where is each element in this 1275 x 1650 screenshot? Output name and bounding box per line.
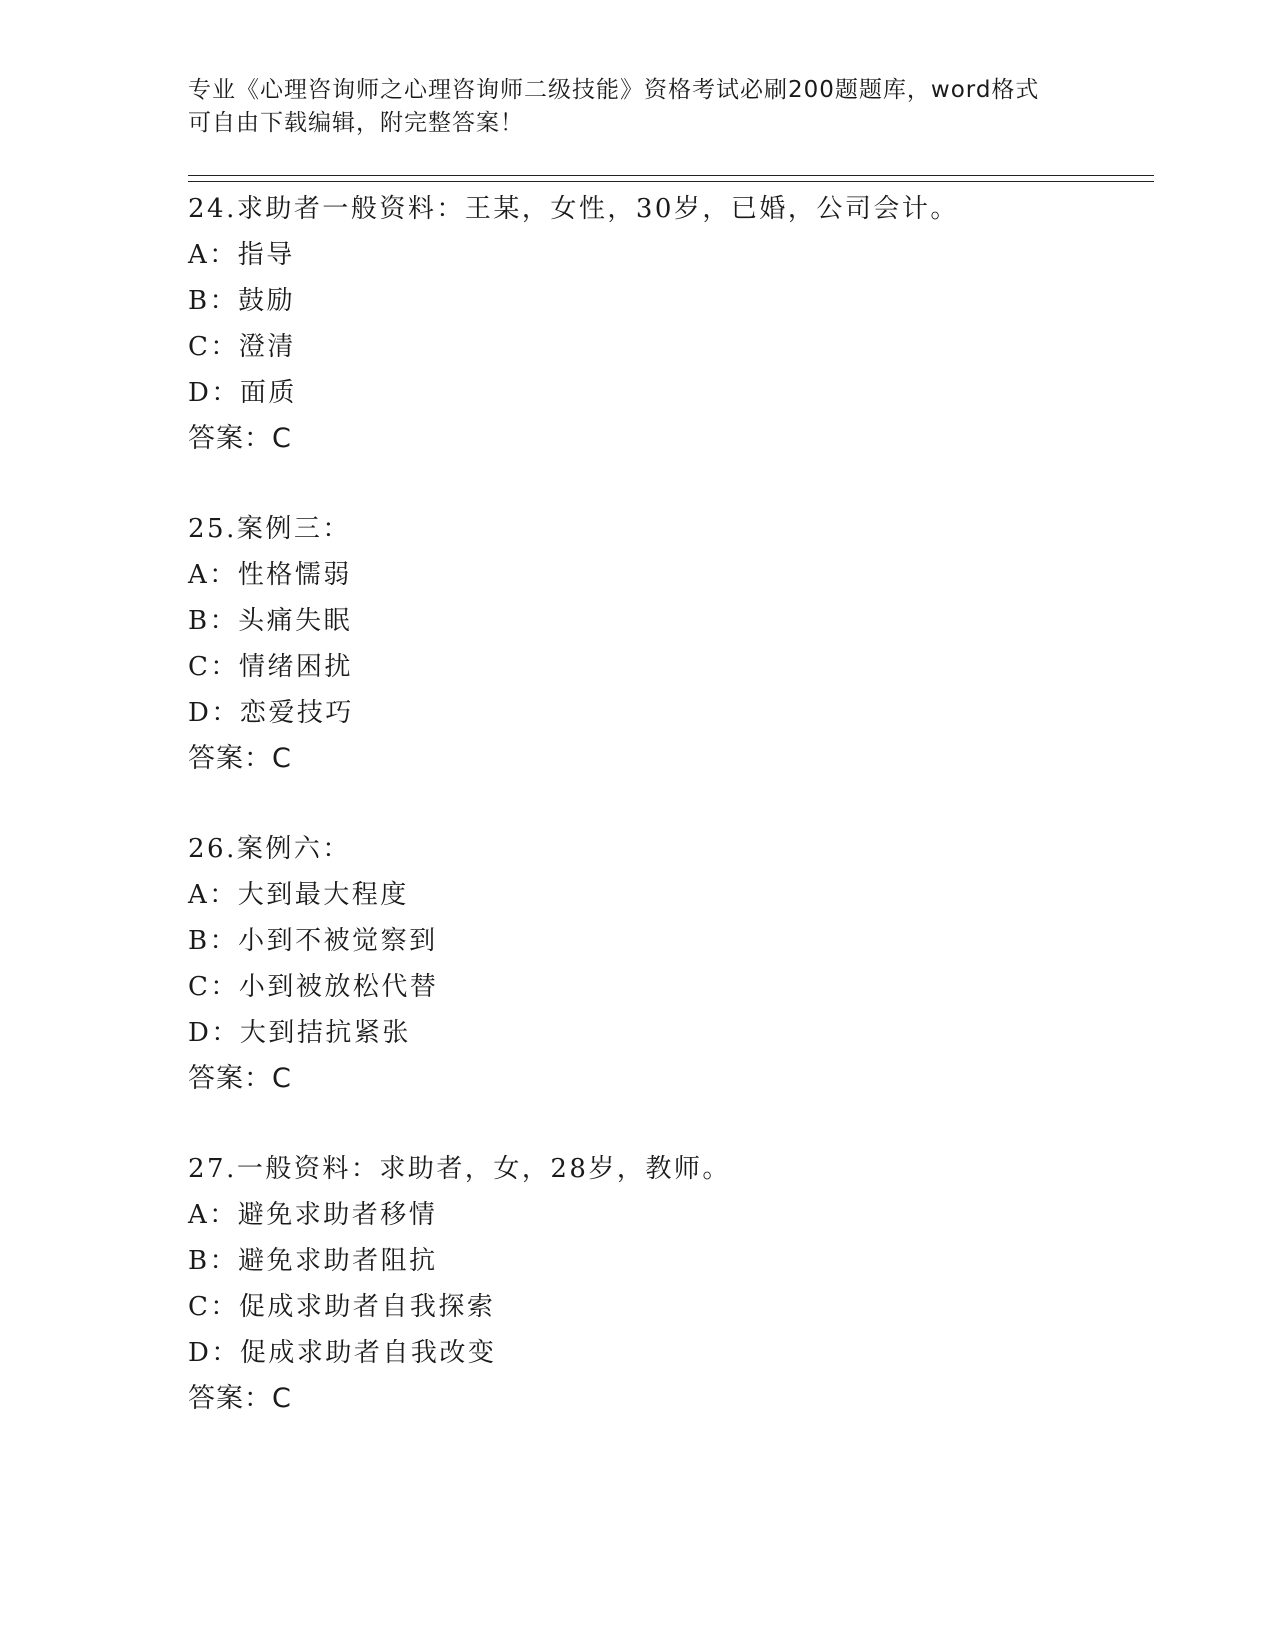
option-d	[188, 690, 1148, 736]
header-line-1: 专业《心理咨询师之心理咨询师二级技能》资格考试必刷200题题库，word格式	[188, 77, 1040, 103]
option-letter: C：	[188, 1292, 239, 1322]
option-d	[188, 1330, 1148, 1376]
option-text: 促成求助者自我改变	[239, 1338, 497, 1368]
answer-line: 答案：C	[188, 1063, 292, 1094]
option-letter: B：	[188, 926, 239, 956]
option-d	[188, 1010, 1148, 1056]
header-divider-top	[188, 175, 1154, 176]
option-text: 面质	[239, 378, 297, 408]
option-text: 鼓励	[238, 286, 296, 316]
option-text: 大到最大程度	[237, 880, 409, 910]
question-stem: 25.案例三：	[188, 514, 351, 544]
option-letter: B：	[188, 286, 239, 316]
answer-line: 答案：C	[188, 423, 292, 454]
option-b	[188, 1238, 1148, 1284]
option-text: 促成求助者自我探索	[238, 1292, 496, 1322]
option-text: 恋爱技巧	[239, 698, 354, 728]
option-letter: D：	[188, 698, 240, 728]
question-25	[188, 506, 1148, 782]
question-27	[188, 1146, 1148, 1422]
option-letter: A：	[188, 1200, 238, 1230]
option-text: 大到拮抗紧张	[239, 1018, 411, 1048]
option-c	[188, 324, 1148, 370]
question-26	[188, 826, 1148, 1102]
option-letter: D：	[188, 378, 240, 408]
option-letter: C：	[188, 972, 239, 1002]
option-letter: A：	[188, 560, 238, 590]
option-b	[188, 918, 1148, 964]
option-text: 性格懦弱	[237, 560, 352, 590]
option-c	[188, 644, 1148, 690]
question-stem: 24.求助者一般资料：王某，女性，30岁，已婚，公司会计。	[188, 194, 959, 224]
option-a	[188, 552, 1148, 598]
option-letter: C：	[188, 332, 239, 362]
option-text: 避免求助者移情	[237, 1200, 438, 1230]
option-b	[188, 278, 1148, 324]
option-text: 澄清	[238, 332, 296, 362]
document-header	[188, 74, 1088, 140]
question-stem: 27.一般资料：求助者，女，28岁，教师。	[188, 1154, 731, 1184]
option-letter: C：	[188, 652, 239, 682]
option-text: 小到被放松代替	[238, 972, 439, 1002]
option-a	[188, 232, 1148, 278]
option-letter: D：	[188, 1018, 240, 1048]
option-text: 头痛失眠	[238, 606, 353, 636]
header-line-2: 可自由下载编辑，附完整答案！	[188, 110, 524, 136]
option-c	[188, 964, 1148, 1010]
option-letter: B：	[188, 606, 239, 636]
header-divider-bottom	[188, 181, 1154, 182]
option-text: 避免求助者阻抗	[238, 1246, 438, 1276]
option-a	[188, 872, 1148, 918]
option-b	[188, 598, 1148, 644]
option-letter: D：	[188, 1338, 240, 1368]
option-text: 小到不被觉察到	[238, 926, 438, 956]
option-c	[188, 1284, 1148, 1330]
option-d	[188, 370, 1148, 416]
option-text: 情绪困扰	[238, 652, 353, 682]
option-text: 指导	[237, 240, 295, 270]
option-letter: A：	[188, 880, 238, 910]
option-letter: A：	[188, 240, 238, 270]
answer-line: 答案：C	[188, 1383, 292, 1414]
option-letter: B：	[188, 1246, 239, 1276]
answer-line: 答案：C	[188, 743, 292, 774]
question-24	[188, 186, 1148, 462]
question-stem: 26.案例六：	[188, 834, 351, 864]
option-a	[188, 1192, 1148, 1238]
